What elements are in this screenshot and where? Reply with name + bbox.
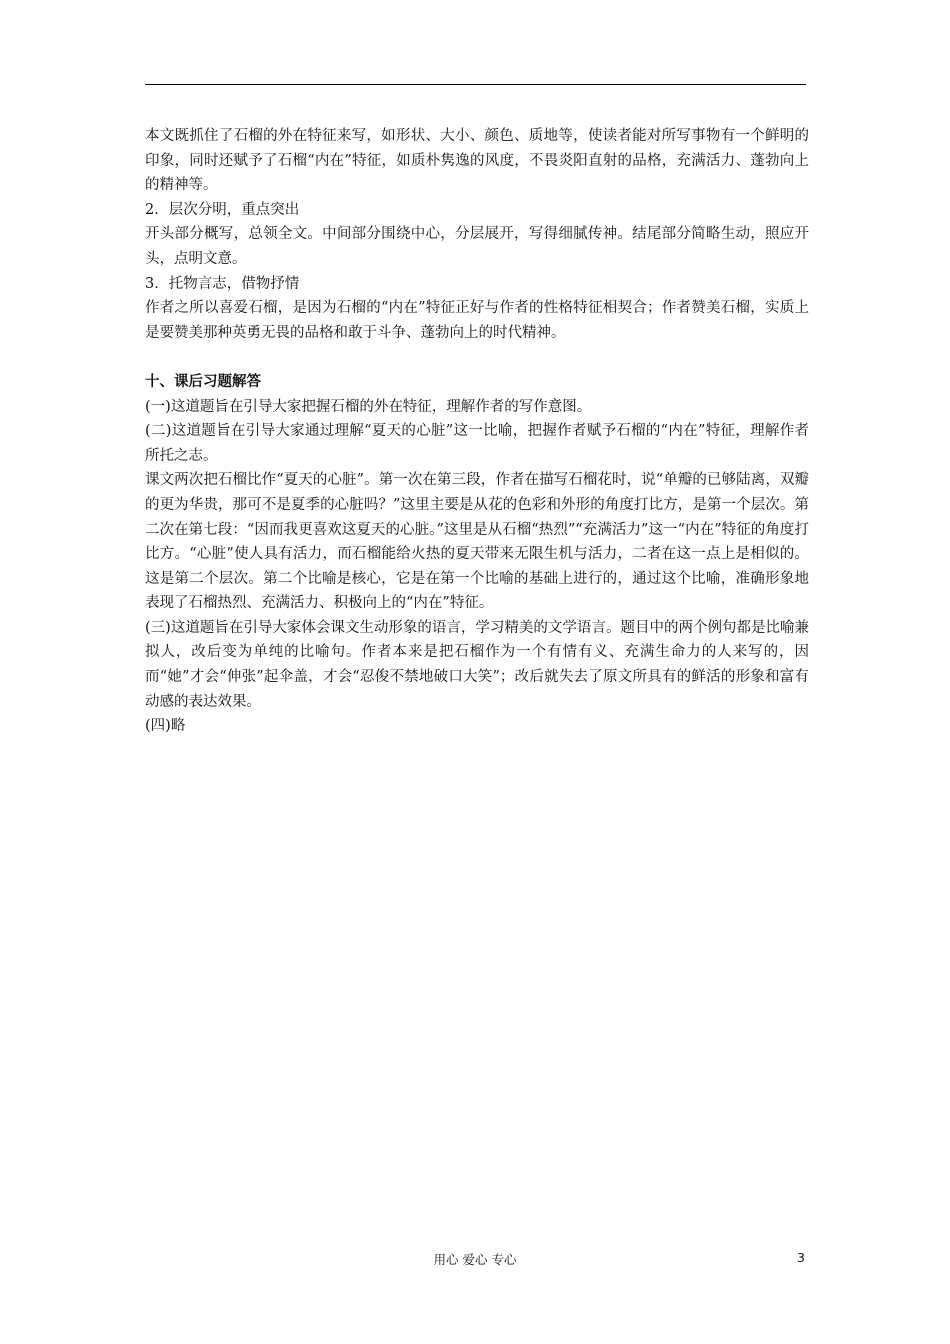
answer-4: (四)略 (145, 718, 186, 735)
document-body (145, 124, 809, 739)
section-heading-exercises: 十、课后习题解答 (145, 372, 261, 390)
paragraph-features: 本文既抓住了石榴的外在特征来写，如形状、大小、颜色、质地等，使读者能对所写事物有一个鲜明的印象，同时还赋予了石榴“内在”特征，如质朴隽逸的风度，不畏炎阳直射的品格，充满活力、蓬勃向上的精神等。 (145, 128, 809, 194)
answer-1: (一)这道题旨在引导大家把握石榴的外在特征，理解作者的写作意图。 (145, 398, 592, 415)
answer-3: (三)这道题旨在引导大家体会课文生动形象的语言，学习精美的文学语言。题目中的两个例句都是比喻兼拟人，改后变为单纯的比喻句。作者本来是把石榴作为一个有情有义、充满生命力的人来写的，因而“她”才会“伸张”起伞盖，才会“忍俊不禁地破口大笑”；改后就失去了原文所具有的鲜活的形象和富有动感的表达效果。 (145, 619, 809, 710)
header-rule (145, 84, 806, 85)
point-3-title: 3．托物言志，借物抒情 (145, 275, 300, 292)
paragraph-symbolism: 作者之所以喜爱石榴，是因为石榴的“内在”特征正好与作者的性格特征相契合；作者赞美石榴，实质上是要赞美那种英勇无畏的品格和敢于斗争、蓬勃向上的时代精神。 (145, 300, 809, 341)
point-2-title: 2．层次分明，重点突出 (145, 201, 300, 218)
page-footer (0, 1250, 950, 1270)
page-number: 3 (797, 1250, 805, 1265)
answer-2-explanation: 课文两次把石榴比作“夏天的心脏”。第一次在第三段，作者在描写石榴花时，说“单瓣的已够陆离，双瓣的更为华贵，那可不是夏季的心脏吗？”这里主要是从花的色彩和外形的角度打比方，是第一个层次。第二次在第七段：“因而我更喜欢这夏天的心脏。”这里是从石榴“热烈”“充满活力”这一“内在”特征的角度打比方。“心脏”使人具有活力，而石榴能给火热的夏天带来无限生机与活力，二者在这一点上是相似的。这是第二个层次。第二个比喻是核心，它是在第一个比喻的基础上进行的，通过这个比喻，准确形象地表现了石榴热烈、充满活力、积极向上的“内在”特征。 (145, 472, 809, 612)
answer-2: (二)这道题旨在引导大家通过理解“夏天的心脏”这一比喻，把握作者赋予石榴的“内在”特征，理解作者所托之志。 (145, 423, 809, 464)
paragraph-structure: 开头部分概写，总领全文。中间部分围绕中心，分层展开，写得细腻传神。结尾部分简略生动，照应开头，点明文意。 (145, 226, 809, 267)
footer-slogan: 用心 爱心 专心 (433, 1252, 517, 1267)
